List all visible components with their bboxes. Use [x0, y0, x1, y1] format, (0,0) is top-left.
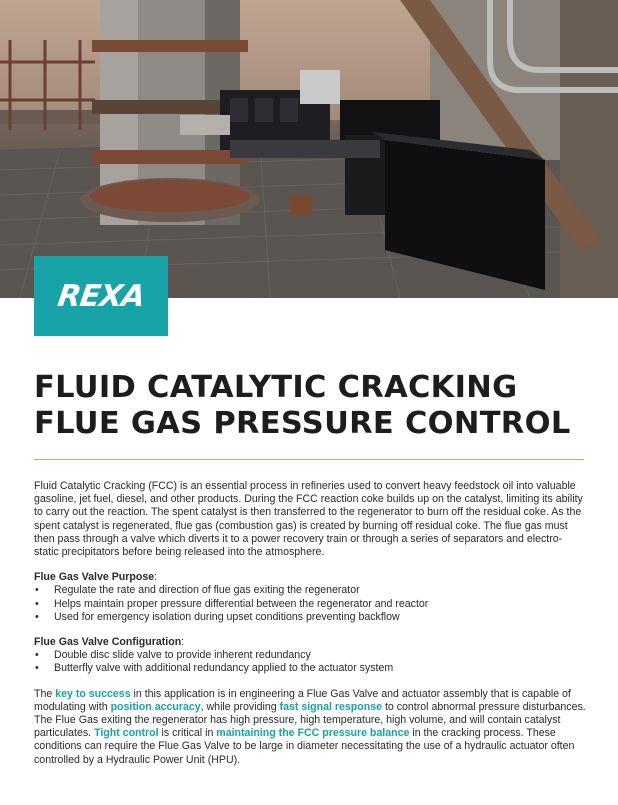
- summary-text: to control abnormal pressure disturbances. The Flue Gas exiting the regenerator has high pressure, high temperature, high volume, and will contain catalyst particulates.: [34, 700, 586, 740]
- title-line-2: FLUE GAS PRESSURE CONTROL: [34, 406, 571, 441]
- summary-text: in this application is in engineering a Flue Gas Valve and actuator assembly that is capable of modulating with: [34, 687, 571, 713]
- body-text: [34, 480, 586, 767]
- title-divider: [34, 459, 584, 460]
- purpose-list: [34, 584, 586, 624]
- configuration-heading-text: Flue Gas Valve Configuration: [34, 636, 182, 649]
- purpose-heading: Flue Gas Valve Purpose:: [34, 571, 158, 584]
- summary-text: in the cracking process. These conditions can require the Flue Gas Valve to be large in diameter necessitating the use of a hydraulic actuator often controlled by a Hydraulic Power Unit (HPU).: [34, 727, 575, 766]
- summary-text: , while providing: [200, 700, 280, 713]
- highlight-key-to-success: key to success: [55, 687, 131, 700]
- highlight-position-accuracy: position accuracy: [110, 700, 201, 713]
- list-item: • Helps maintain proper pressure differential between the regenerator and reactor: [34, 598, 586, 611]
- list-item: • Regulate the rate and direction of flue gas exiting the regenerator: [34, 584, 586, 597]
- industrial-valve-photo: [0, 0, 618, 298]
- list-item: • Butterfly valve with additional redundancy applied to the actuator system: [34, 662, 586, 675]
- title-line-1: FLUID CATALYTIC CRACKING: [34, 370, 518, 405]
- hero-photo: [0, 0, 618, 298]
- page-title: [34, 370, 594, 442]
- purpose-heading-text: Flue Gas Valve Purpose: [34, 571, 155, 584]
- summary-paragraph: [34, 688, 586, 767]
- summary-text: The: [34, 687, 56, 700]
- highlight-fast-signal-response: fast signal response: [279, 700, 382, 713]
- highlight-tight-control: Tight control: [94, 727, 159, 740]
- configuration-list: [34, 649, 586, 675]
- configuration-heading: Flue Gas Valve Configuration:: [34, 636, 185, 649]
- rexa-logo: [34, 256, 168, 336]
- list-item: • Double disc slide valve to provide inherent redundancy: [34, 649, 586, 662]
- summary-text: is critical in: [158, 727, 217, 740]
- highlight-pressure-balance: maintaining the FCC pressure balance: [216, 727, 410, 740]
- list-item: • Used for emergency isolation during upset conditions preventing backflow: [34, 611, 586, 624]
- logo-wordmark: REXA: [55, 278, 147, 314]
- intro-paragraph: Fluid Catalytic Cracking (FCC) is an essential process in refineries used to convert heavy feedstock oil into valuable gasoline, jet fuel, diesel, and other products. During the FCC reaction coke builds up on the catalyst, limiting its ability to carry out the reaction. The spent catalyst is then transferred to the regenerator to burn off the residual coke. As the spent catalyst is regenerated, flue gas (combustion gas) is created by burning off residual coke. The flue gas must then pass through a valve which diverts it to a power recovery train or through a series of separators and electro-static precipitators before being released into the atmosphere.: [34, 480, 583, 559]
